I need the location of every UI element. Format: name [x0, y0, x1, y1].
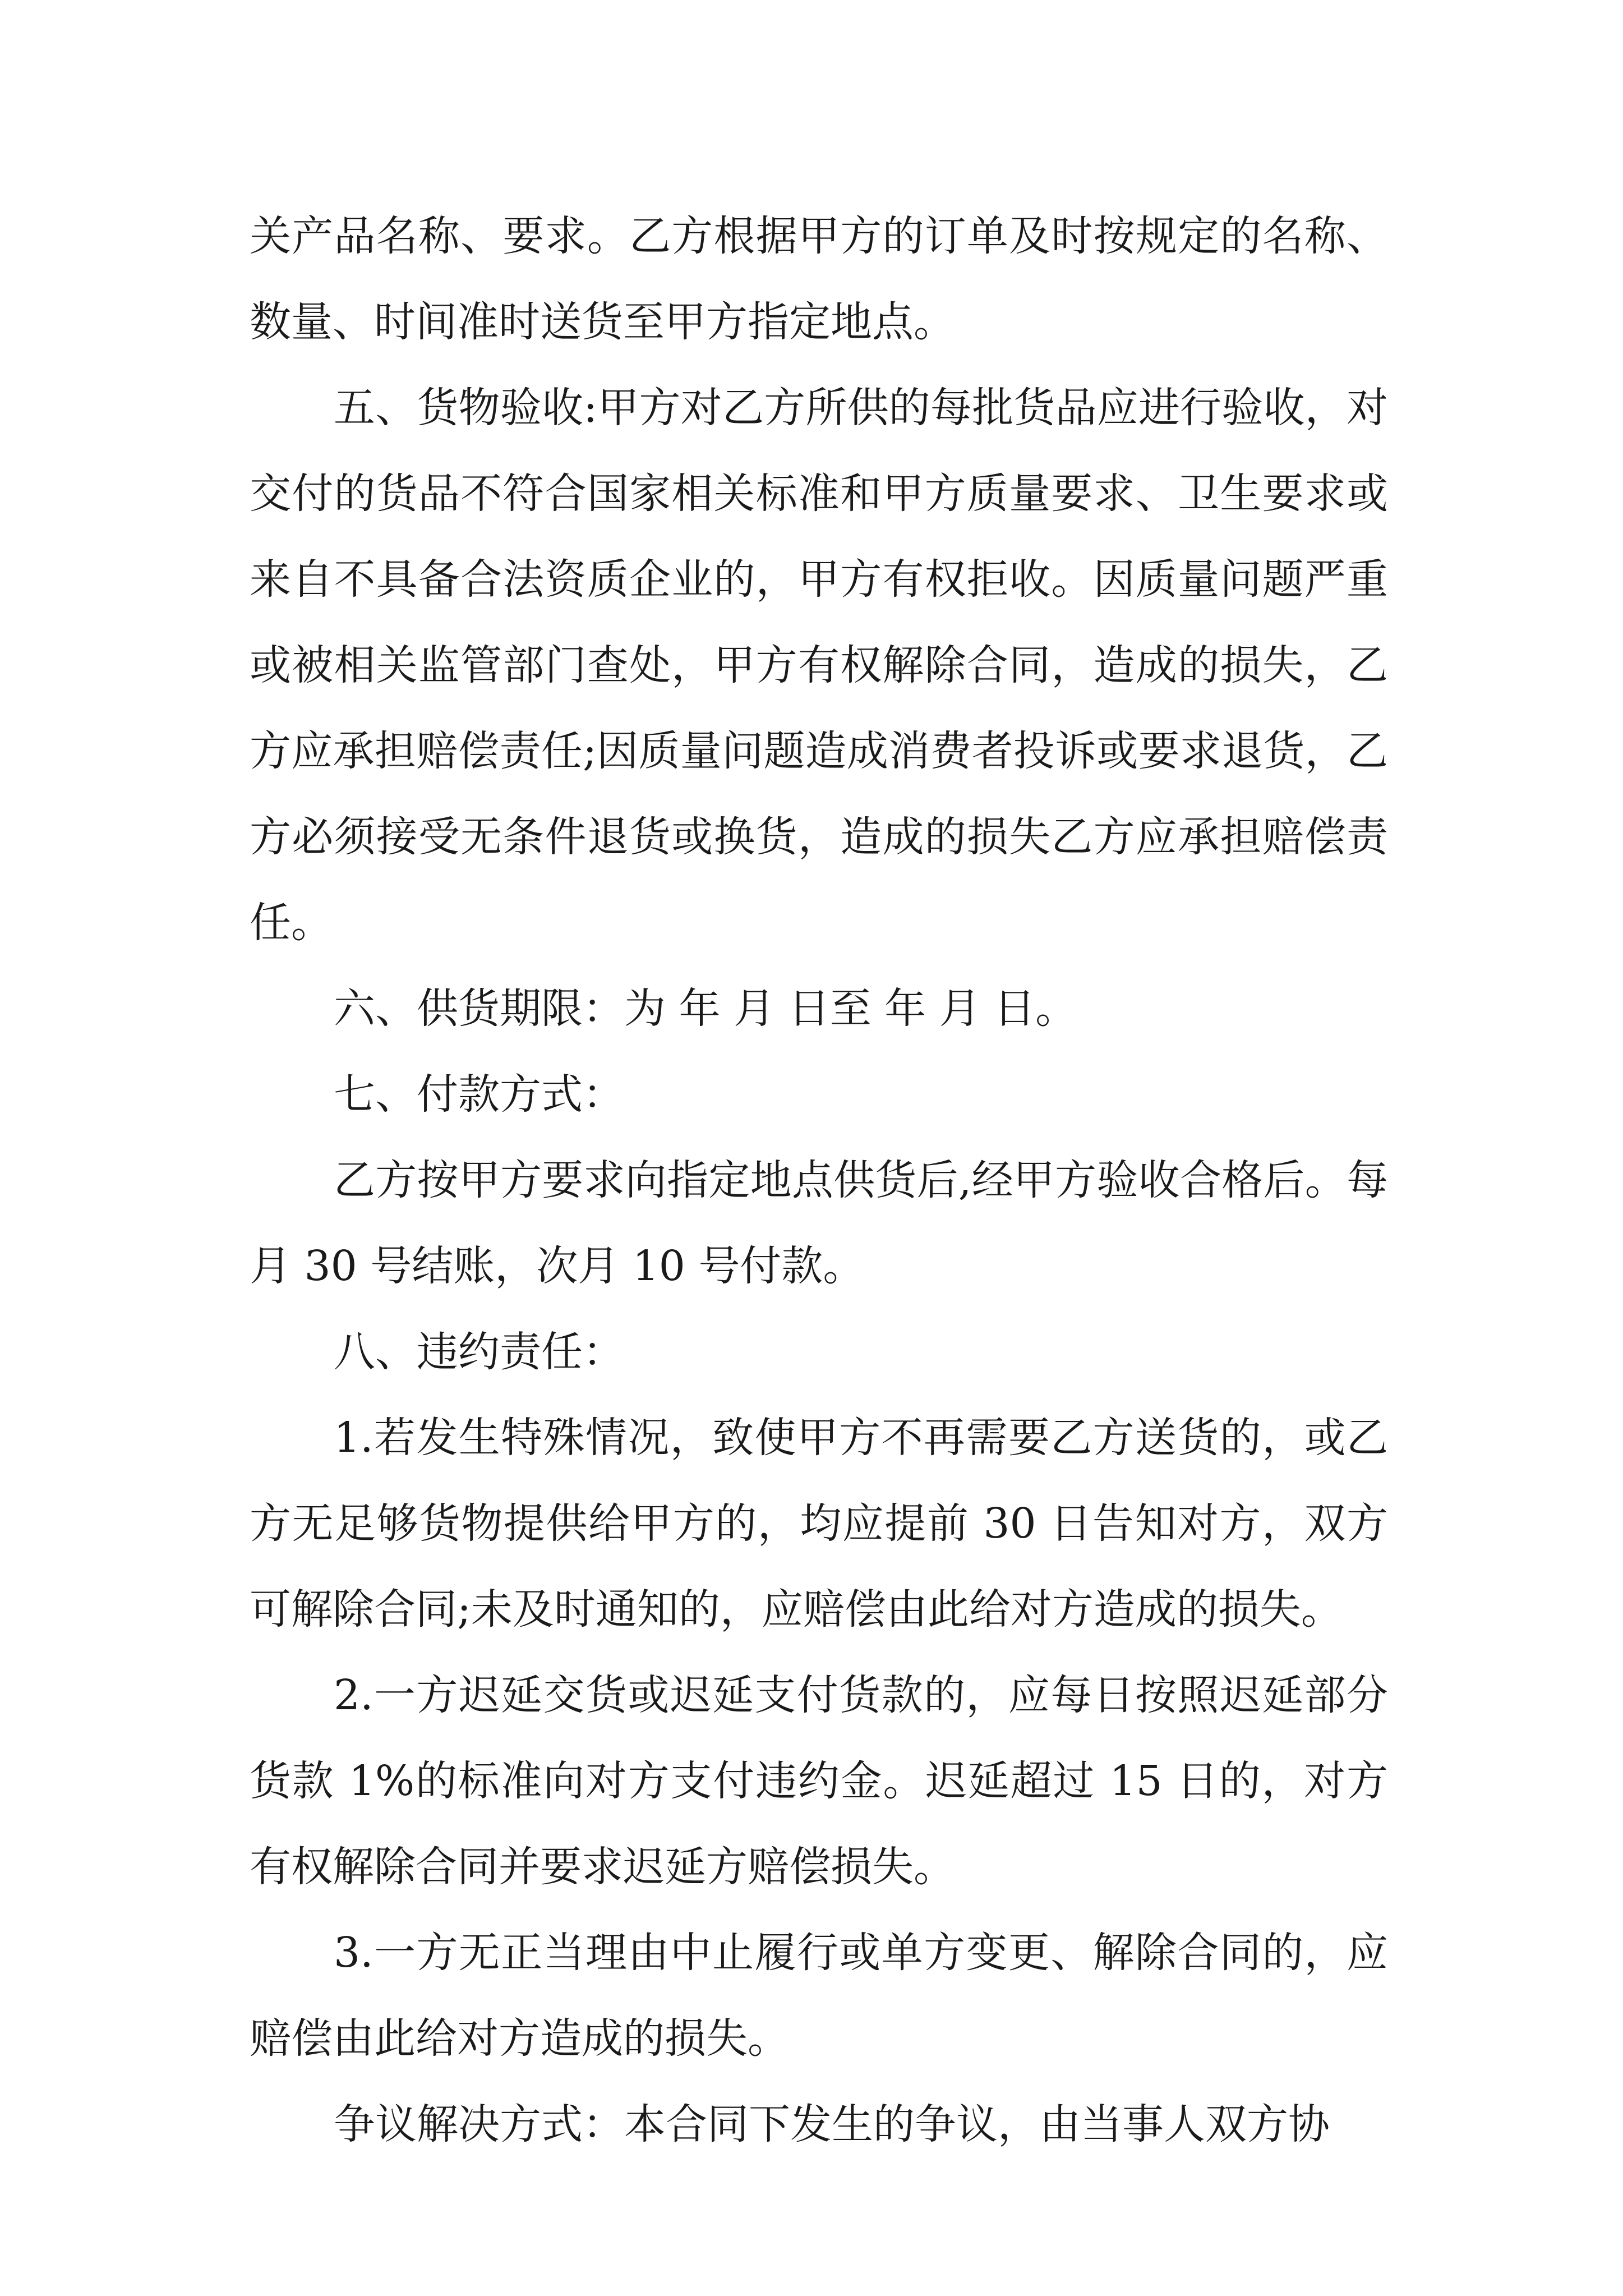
paragraph-supply-period: 六、供货期限：为 年 月 日至 年 月 日。 — [334, 984, 1077, 1033]
paragraph-goods-inspection: 五、货物验收:甲方对乙方所供的每批货品应进行验收，对交付的货品不符合国家相关标准和甲方质量要求、卫生要求或来自不具备合法资质企业的，甲方有权拒收。因质量问题严重或被相关监管部门查处，甲方有权解除合同，造成的损失，乙方应承担赔偿责任;因质量问题造成消费者投诉或要求退货，乙方必须接受无条件退货或换货，造成的损失乙方应承担赔偿责任。 — [250, 384, 1388, 947]
paragraph-dispute-resolution: 争议解决方式：本合同下发生的争议，由当事人双方协 — [334, 2100, 1330, 2148]
paragraph-payment-heading: 七、付款方式： — [334, 1070, 624, 1119]
paragraph-payment-terms: 乙方按甲方要求向指定地点供货后,经甲方验收合格后。每月 30 号结账，次月 10 号付款。 — [250, 1156, 1388, 1290]
paragraph-liability-clause-2: 2.一方迟延交货或迟延支付货款的，应每日按照迟延部分货款 1%的标准向对方支付违约金。迟延超过 15 日的，对方有权解除合同并要求迟延方赔偿损失。 — [250, 1671, 1388, 1891]
contract-body — [250, 194, 1388, 2168]
paragraph-liability-clause-3: 3.一方无正当理由中止履行或单方变更、解除合同的，应赔偿由此给对方造成的损失。 — [250, 1929, 1388, 2063]
paragraph-liability-heading: 八、违约责任： — [334, 1328, 624, 1376]
paragraph-liability-clause-1: 1.若发生特殊情况，致使甲方不再需要乙方送货的，或乙方无足够货物提供给甲方的，均应提前 30 日告知对方，双方可解除合同;未及时通知的，应赔偿由此给对方造成的损失。 — [250, 1414, 1388, 1634]
paragraph-product-delivery: 关产品名称、要求。乙方根据甲方的订单及时按规定的名称、数量、时间准时送货至甲方指定地点。 — [250, 212, 1388, 346]
